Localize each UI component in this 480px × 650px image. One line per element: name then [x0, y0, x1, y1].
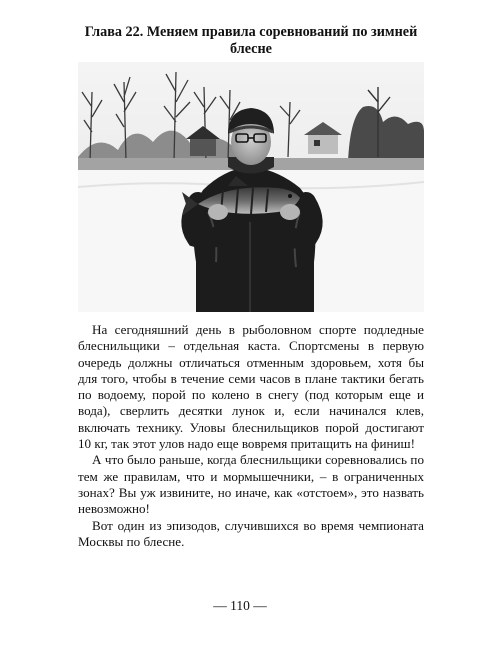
chapter-title: Глава 22. Меняем правила соревнований по зимней блесне — [84, 24, 418, 57]
paragraph-3: Вот один из эпизодов, случившихся во время чемпионата Москвы по блесне. — [78, 517, 424, 549]
photo-angler-with-fish — [78, 62, 424, 312]
body-text — [78, 322, 424, 550]
paragraph-1: На сегодняшний день в рыболовном спорте подледные блеснильщики – отдельная каста. Спортсмены в первую очередь должны отличаться отменным здоровьем, хотя бы для того, чтобы в течение семи часов в плане тактики бегать по водоему, порой по колено в снегу (под которым еще и вода), сверлить десятки лунок и, если начинался клев, включать технику. Уловы блеснильщиков порой достигают 10 кг, так этот улов надо еще вовремя притащить на финиш! — [78, 322, 424, 452]
page-number: — 110 — — [213, 598, 267, 613]
paragraph-2: А что было раньше, когда блеснильщики соревновались по тем же правилам, что и мормышечники, – в ограниченных зонах? Вы уж извините, но иначе, как «отстоем», это назвать невозможно! — [78, 452, 424, 517]
